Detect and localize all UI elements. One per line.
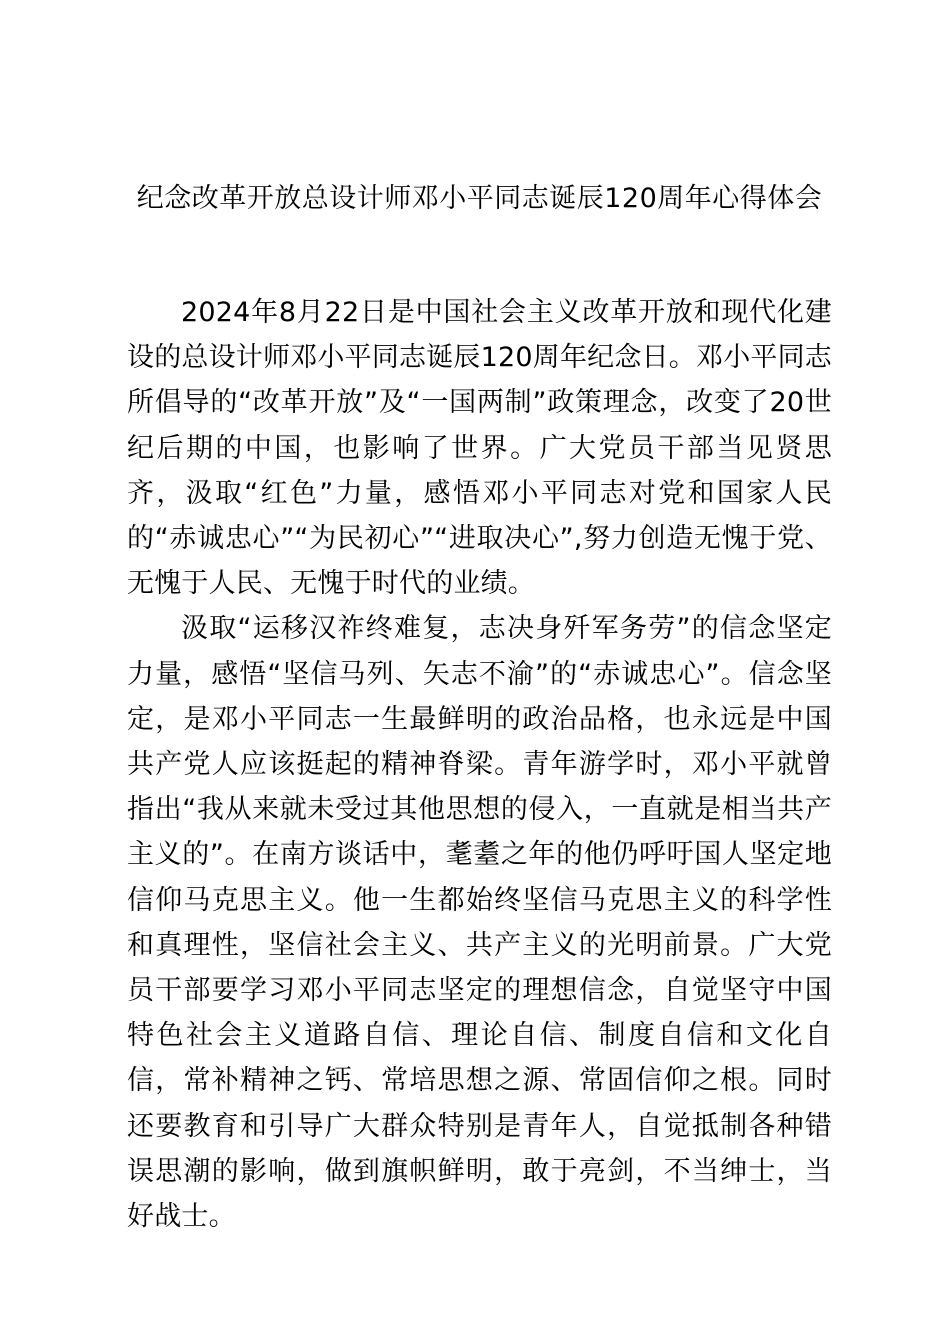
document-title: 纪念改革开放总设计师邓小平同志诞辰120周年心得体会 [136,183,823,214]
paragraph-1: 2024年8月22日是中国社会主义改革开放和现代化建设的总设计师邓小平同志诞辰120周年纪念日。邓小平同志所倡导的“改革开放”及“一国两制”政策理念，改变了20世纪后期的中国，也影响了世界。广大党员干部当见贤思齐，汲取“红色”力量，感悟邓小平同志对党和国家人民的“赤诚忠心”“为民初心”“进取决心”,努力创造无愧于党、无愧于人民、无愧于时代的业绩。 [127,297,832,600]
paragraph-2: 汲取“运移汉祚终难复，志决身歼军务劳”的信念坚定力量，感悟“坚信马列、矢志不渝”的“赤诚忠心”。信念坚定，是邓小平同志一生最鲜明的政治品格，也永远是中国共产党人应该挺起的精神脊梁。青年游学时，邓小平就曾指出“我从来就未受过其他思想的侵入，一直就是相当共产主义的”。在南方谈话中，耄耋之年的他仍呼吁国人坚定地信仰马克思主义。他一生都始终坚信马克思主义的科学性和真理性，坚信社会主义、共产主义的光明前景。广大党员干部要学习邓小平同志坚定的理想信念，自觉坚守中国特色社会主义道路自信、理论自信、制度自信和文化自信，常补精神之钙、常培思想之源、常固信仰之根。同时还要教育和引导广大群众特别是青年人，自觉抵制各种错误思潮的影响，做到旗帜鲜明，敢于亮剑，不当绅士，当好战士。 [127,613,832,1233]
document-body [127,290,832,1239]
